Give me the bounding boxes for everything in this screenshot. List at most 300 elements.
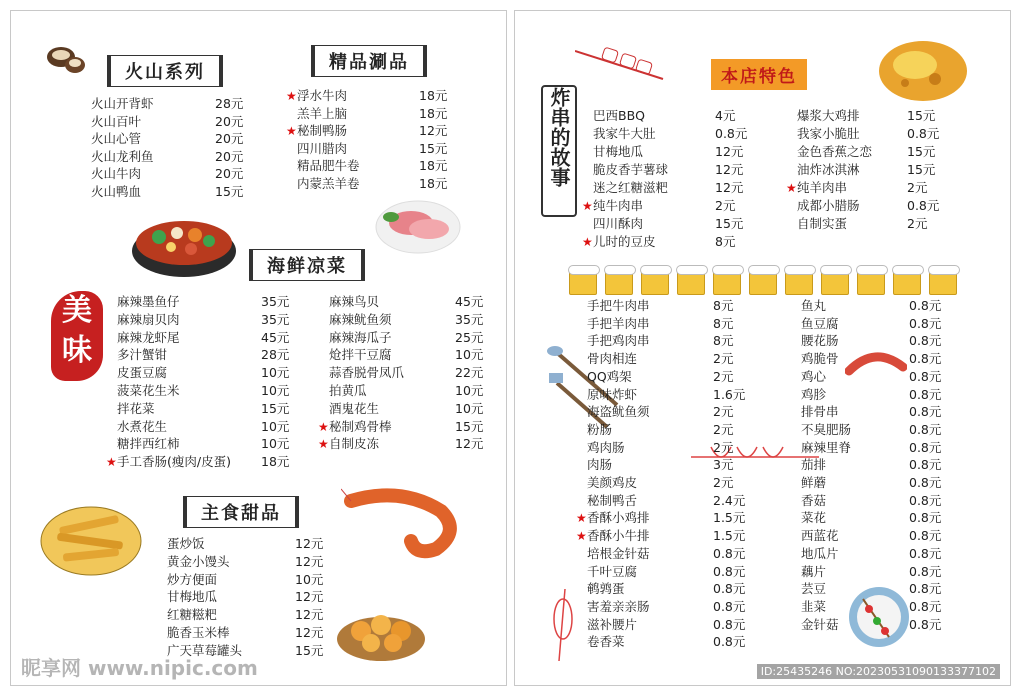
menu-item-price: 12元 [295,607,324,623]
menu-item-price: 10元 [455,347,484,363]
menu-item-name: 手把牛肉串 [587,298,650,313]
menu-item-name: 酒鬼花生 [329,400,380,416]
section-title-staple: 主食甜品 [183,496,299,528]
menu-item-price: 1.6元 [713,386,746,402]
menu-item-name: 茄排 [801,457,827,473]
menu-item [587,545,746,563]
menu-item [801,368,942,386]
recommend-star-icon: ★ [106,455,117,470]
menu-item-price: 0.8元 [909,421,942,437]
menu-item-price: 10元 [261,418,290,434]
recommend-star-icon: ★ [286,89,297,103]
menu-item-price: 0.8元 [713,616,746,632]
menu-item-name: 麻辣海瓜子 [329,329,392,345]
story-title [541,85,577,217]
menu-item-name: 水煮花生 [117,418,168,434]
menu-item [297,175,448,193]
menu-item-name: 肉肠 [587,457,613,473]
menu-item [91,148,244,166]
menu-item-name: 滋补腰片 [587,616,638,632]
menu-item-name: 千叶豆腐 [587,563,638,579]
menu-item-name: 火山开背虾 [91,96,154,111]
menu-item [801,439,942,457]
recommend-star-icon: ★ [318,419,329,434]
menu-item-name: 菜花 [801,510,827,526]
menu-item [587,332,734,350]
menu-item [587,492,746,510]
beer-mug-icon [821,271,849,295]
menu-item-price: 0.8元 [909,492,942,508]
menu-item-price: 35元 [261,294,290,309]
menu-item [801,563,942,581]
menu-item-name: 鱼豆腐 [801,315,839,331]
menu-item [286,87,448,105]
menu-item [576,527,746,545]
menu-item-price: 18元 [419,158,448,173]
menu-item-name: 手把羊肉串 [587,315,650,331]
menu-item-price: 10元 [455,383,484,398]
menu-item [587,297,734,315]
menu-item-price: 3元 [713,457,734,473]
menu-item [329,346,484,364]
menu-item-name: 羔羊上脑 [297,105,348,121]
menu-item-price: 25元 [455,329,484,345]
menu-item-price: 35元 [261,311,290,327]
menu-item [593,161,744,179]
menu-item-name: 秘制鸭舌 [587,492,638,508]
menu-item-price: 18元 [419,105,448,121]
menu-item [576,509,746,527]
menu-item [801,386,942,404]
menu-item [117,382,290,400]
menu-item [797,143,936,161]
menu-item [329,329,484,347]
menu-item [329,293,484,311]
menu-item-price: 2元 [713,439,734,455]
beer-divider [563,261,1008,297]
menu-item-price: 15元 [907,162,936,177]
menu-item [587,474,734,492]
menu-item [801,492,942,510]
menu-item [117,418,290,436]
menu-item-name: 海盗鱿鱼须 [587,404,650,420]
menu-item-name: 内蒙羔羊卷 [297,175,360,191]
menu-item [587,368,734,386]
menu-item-name: 香酥小鸡排 [587,510,650,526]
menu-item-price: 45元 [261,329,290,345]
menu-item-price: 0.8元 [909,386,942,402]
menu-item-name: 金色香蕉之恋 [797,144,873,159]
menu-item-name: 自制实蛋 [797,216,848,231]
menu-item [117,400,290,418]
menu-item [91,113,244,131]
menu-item-name: 四川腊肉 [297,140,348,156]
menu-item-name: 鸡心 [801,368,827,384]
menu-item-name: 手把鸡肉串 [587,333,650,349]
recommend-star-icon: ★ [582,199,593,213]
menu-item-price: 22元 [455,365,484,381]
menu-item-name: 香酥小牛排 [587,528,650,544]
menu-item-price: 0.8元 [907,126,940,141]
menu-item [587,563,746,581]
menu-item [801,474,942,492]
menu-item-price: 15元 [295,642,324,658]
menu-item-price: 2.4元 [713,492,746,508]
menu-item-price: 0.8元 [909,333,942,349]
menu-item-name: 我家牛大肚 [593,126,656,141]
menu-item-price: 0.8元 [713,634,746,650]
menu-item [167,553,324,571]
menu-item-price: 12元 [295,553,324,569]
menu-item [91,183,244,201]
menu-item [587,580,746,598]
menu-item [801,297,942,315]
menu-item-price: 0.8元 [909,439,942,455]
menu-item [797,161,936,179]
mei-wei-stamp: 美味 [51,291,103,381]
menu-item-name: 害羞亲亲肠 [587,598,650,614]
menu-item [167,624,324,642]
menu-item-price: 2元 [713,421,734,437]
menu-item-price: 2元 [713,351,734,367]
menu-item-name: 鲜蘑 [801,475,827,490]
beer-mug-icon [569,271,597,295]
menu-item-name: 迷之红糖滋粑 [593,180,669,195]
menu-item-price: 12元 [715,180,744,195]
menu-item-name: 炝拌干豆腐 [329,347,392,363]
menu-item [318,418,484,436]
menu-item [587,598,746,616]
menu-item-price: 10元 [261,436,290,452]
menu-item-name: 鱼丸 [801,298,827,313]
menu-item-price: 15元 [715,216,744,231]
menu-item-name: 不臭肥肠 [801,421,852,437]
menu-item-name: 纯羊肉串 [797,180,848,195]
menu-item [593,143,744,161]
menu-item-name: 巴西BBQ [593,108,645,123]
menu-item-price: 2元 [713,404,734,420]
menu-item-name: 粉肠 [587,421,613,437]
menu-item-name: 火山牛肉 [91,166,142,181]
menu-item [801,456,942,474]
menu-item-price: 10元 [261,383,290,398]
menu-item-price: 8元 [715,234,736,249]
menu-item-price: 0.8元 [909,457,942,473]
menu-item-name: 蛋炒饭 [167,536,205,551]
menu-item [801,509,942,527]
menu-item-name: 炒方便面 [167,571,218,587]
menu-item-price: 28元 [261,347,290,363]
menu-item-price: 18元 [419,175,448,191]
menu-item [297,140,448,158]
beer-mug-icon [893,271,921,295]
section-title-premium: 精品涮品 [311,45,427,77]
menu-item [801,332,942,350]
beer-mug-icon [785,271,813,295]
golden-buns-image [333,593,429,665]
menu-item-price: 4元 [715,108,736,123]
beer-mug-icon [677,271,705,295]
menu-item-price: 10元 [455,400,484,416]
beer-mug-icon [605,271,633,295]
menu-item-name: 火山心管 [91,131,142,146]
menu-item [91,95,244,113]
menu-item [297,157,448,175]
menu-item-price: 1.5元 [713,510,746,526]
menu-item-name: 脆香玉米棒 [167,625,230,640]
menu-item [329,364,484,382]
menu-item-name: 麻辣龙虾尾 [117,329,180,345]
menu-item-name: 芸豆 [801,581,827,597]
menu-item-price: 15元 [455,418,484,434]
menu-item [117,329,290,347]
menu-item-name: 皮蛋豆腐 [117,365,168,381]
menu-item-price: 0.8元 [909,563,942,579]
menu-item-name: 香菇 [801,492,827,508]
menu-item-name: 油炸冰淇淋 [797,162,860,177]
menu-item [797,125,940,143]
menu-item-name: 韭菜 [801,598,827,614]
menu-item-name: 卷香菜 [587,634,625,650]
menu-item-price: 2元 [907,216,928,231]
menu-item-price: 0.8元 [909,315,942,331]
shellfish-icon [43,35,87,79]
recommend-star-icon: ★ [318,437,329,452]
menu-item-name: 浮水牛肉 [297,88,348,103]
menu-item-name: 火山龙利鱼 [91,148,154,164]
menu-item-name: 成都小腊肠 [797,198,860,213]
menu-item-price: 2元 [713,475,734,490]
menu-item-name: 红糖糍粑 [167,607,218,623]
menu-page-left [10,10,507,686]
menu-item-price: 28元 [215,96,244,111]
menu-item-price: 20元 [215,131,244,146]
menu-item-name: 拍黄瓜 [329,383,367,398]
menu-item-name: 秘制鸡骨棒 [329,418,392,434]
menu-item [286,122,448,140]
special-title: 本店特色 [711,59,807,90]
menu-item [786,179,928,197]
menu-item-name: 四川酥肉 [593,216,644,231]
corn-skewer-icon [545,589,585,661]
recommend-star-icon: ★ [786,181,797,195]
menu-item-price: 0.8元 [713,598,746,614]
menu-page-right [514,10,1011,686]
menu-item [801,403,942,421]
menu-item [167,606,324,624]
hotpot-image [129,203,239,281]
menu-item [587,386,746,404]
menu-item-name: 甘梅地瓜 [593,144,644,159]
menu-item-name: 地瓜片 [801,545,839,561]
menu-item-price: 12元 [295,536,324,551]
menu-item [593,125,748,143]
menu-item-price: 8元 [713,333,734,349]
menu-item-name: 广天草莓罐头 [167,642,243,658]
beer-mug-icon [857,271,885,295]
menu-item-price: 0.8元 [713,581,746,597]
menu-item-name: 麻辣扇贝肉 [117,311,180,327]
section-title-seafood: 海鲜凉菜 [249,249,365,281]
menu-item [587,350,734,368]
menu-item-price: 12元 [455,436,484,452]
menu-item-name: 麻辣墨鱼仔 [117,294,180,309]
menu-item [801,616,942,634]
meat-roll-plate-image [373,189,463,259]
beer-mug-icon [641,271,669,295]
menu-item-price: 0.8元 [909,545,942,561]
menu-item-name: 排骨串 [801,404,839,420]
menu-item-name: 原味炸虾 [587,386,638,402]
menu-item [106,453,290,471]
menu-item [587,616,746,634]
recommend-star-icon: ★ [576,511,587,526]
menu-item-price: 12元 [295,625,324,640]
menu-item [587,633,746,651]
menu-item-name: 西蓝花 [801,528,839,544]
menu-item-price: 8元 [713,298,734,313]
menu-item [318,435,484,453]
menu-item-price: 10元 [295,571,324,587]
beer-mug-icon [713,271,741,295]
menu-item-name: 爆浆大鸡排 [797,108,860,123]
menu-item-price: 45元 [455,294,484,309]
story-title-text: 炸串的故事 [547,87,571,187]
menu-item-price: 0.8元 [713,563,746,579]
menu-item [117,364,290,382]
menu-item-name: 菠菜花生米 [117,383,180,398]
menu-item [801,350,942,368]
menu-item-price: 20元 [215,166,244,181]
menu-item-price: 1.5元 [713,528,746,544]
menu-item-name: 鸡胗 [801,386,827,402]
beer-mug-icon [749,271,777,295]
menu-item-price: 18元 [261,454,290,470]
menu-item [91,165,244,183]
menu-item-price: 0.8元 [909,510,942,526]
menu-item-price: 0.8元 [909,404,942,420]
section-title-volcano: 火山系列 [107,55,223,87]
menu-item-price: 0.8元 [909,475,942,490]
menu-item-price: 0.8元 [909,598,942,614]
menu-item [117,293,290,311]
menu-item-name: 鹌鹑蛋 [587,581,625,597]
menu-item-name: 自制皮冻 [329,436,380,452]
menu-item-name: 蒜香脱骨凤爪 [329,365,405,381]
menu-item-name: 麻辣鸟贝 [329,294,380,309]
menu-item-name: 秘制鸭肠 [297,123,348,138]
menu-item-price: 0.8元 [909,298,942,313]
menu-item-price: 0.8元 [909,351,942,367]
menu-item-price: 15元 [907,144,936,159]
menu-item-price: 12元 [715,162,744,177]
fried-dough-image [39,499,143,579]
menu-item-price: 0.8元 [713,545,746,561]
menu-item [329,400,484,418]
menu-item-name: QQ鸡架 [587,368,632,384]
menu-item [801,598,942,616]
menu-item-name: 精品肥牛卷 [297,158,360,173]
menu-item-price: 15元 [215,183,244,199]
menu-item-name: 手工香肠(瘦肉/皮蛋) [117,454,231,470]
menu-item-name: 纯牛肉串 [593,198,644,213]
menu-item [801,527,942,545]
menu-item-price: 0.8元 [909,528,942,544]
menu-item [329,311,484,329]
menu-item-price: 35元 [455,311,484,327]
menu-item [593,107,736,125]
menu-item-price: 0.8元 [907,198,940,213]
menu-item-price: 20元 [215,113,244,129]
menu-item-name: 美颜鸡皮 [587,475,638,490]
menu-item-price: 10元 [261,365,290,381]
menu-item-price: 2元 [715,198,736,213]
menu-item-name: 黄金小馒头 [167,553,230,569]
menu-item-price: 15元 [261,400,290,416]
menu-item-name: 藕片 [801,563,827,579]
menu-item-price: 2元 [907,180,928,195]
menu-item [587,315,734,333]
menu-item [582,197,736,215]
menu-item [167,571,324,589]
menu-item [801,545,942,563]
menu-item-price: 15元 [419,140,448,156]
menu-item-price: 12元 [419,123,448,138]
menu-item [797,197,940,215]
menu-item [797,107,936,125]
menu-item-price: 8元 [713,315,734,331]
menu-item [329,382,484,400]
menu-item [167,588,324,606]
menu-item [91,130,244,148]
menu-item-price: 0.8元 [715,126,748,141]
menu-item-price: 20元 [215,148,244,164]
menu-item [167,535,324,553]
menu-item [801,421,942,439]
menu-item-name: 多汁蟹钳 [117,347,168,363]
menu-item-price: 12元 [715,144,744,159]
menu-item-price: 0.8元 [909,616,942,632]
menu-item-name: 糖拌西红柿 [117,436,180,452]
menu-item [587,456,734,474]
menu-item [117,435,290,453]
menu-item-price: 12元 [295,589,324,605]
beer-mug-icon [929,271,957,295]
menu-item [297,105,448,123]
menu-item [593,215,744,233]
menu-item [117,346,290,364]
menu-item-name: 火山鸭血 [91,183,142,199]
menu-item-name: 鸡肉肠 [587,439,625,455]
watermark-id: ID:25435246 NO:20230531090133377102 [757,664,1000,679]
shrimp-image [341,481,471,561]
menu-item [797,215,928,233]
menu-item-name: 腰花肠 [801,333,839,349]
fried-chicken-cutlet-image [875,35,969,107]
sausage-icon [845,349,907,379]
menu-item-name: 火山百叶 [91,113,142,129]
menu-item-name: 金针菇 [801,616,839,632]
menu-item-name: 脆皮香芋薯球 [593,162,669,177]
menu-item-name: 骨肉相连 [587,351,638,367]
menu-item [587,439,734,457]
menu-item [587,403,734,421]
recommend-star-icon: ★ [286,124,297,138]
recommend-star-icon: ★ [582,235,593,249]
menu-item-name: 培根金针菇 [587,545,650,561]
menu-item [801,580,942,598]
menu-item-name: 拌花菜 [117,400,155,416]
